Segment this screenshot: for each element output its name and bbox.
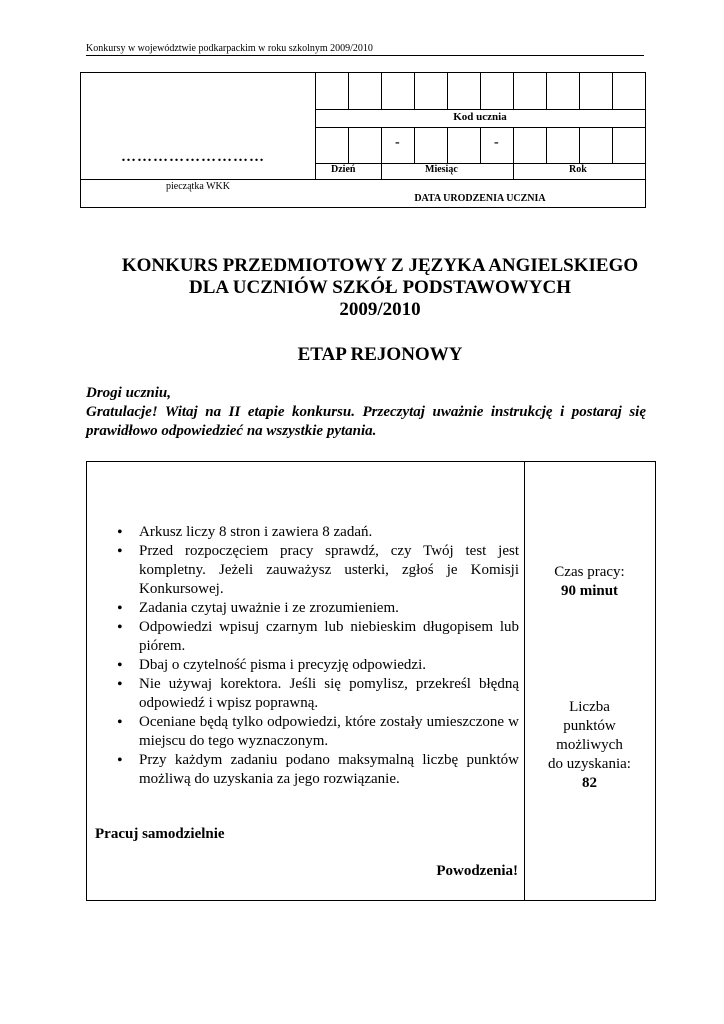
stamp-dots: ……………………… <box>121 149 265 165</box>
points-value: 82 <box>582 775 597 791</box>
intro-greeting: Drogi uczniu, <box>86 385 172 401</box>
work-alone-note: Pracuj samodzielnie <box>95 826 225 842</box>
rule-item: • Przy każdym zadaniu podano maksymalną liczbę punktów możliwą do uzyskania za jego rozwiązanie. <box>115 751 519 789</box>
rule-item: • Przed rozpoczęciem pracy sprawdź, czy Twój test jest kompletny. Jeżeli zauważysz usterki, zgłoś je Komisji Konkursowej. <box>115 542 519 599</box>
instructions-panel <box>87 462 525 900</box>
student-info-table <box>80 72 646 208</box>
time-value: 90 minut <box>560 583 619 599</box>
student-code-label: Kod ucznia <box>453 111 507 123</box>
date-separator: - <box>395 135 400 150</box>
page-header: Konkursy w województwie podkarpackim w roku szkolnym 2009/2010 <box>86 43 644 56</box>
day-label: Dzień <box>331 164 356 175</box>
instructions-box <box>86 461 656 901</box>
points-info <box>524 698 655 793</box>
points-label: do uzyskania: <box>548 756 631 772</box>
points-label: punktów <box>563 718 616 734</box>
rule-item: • Oceniane będą tylko odpowiedzi, które zostały umieszczone w miejscu do tego wyznaczonym. <box>115 713 519 751</box>
contest-year: 2009/2010 <box>339 299 421 320</box>
good-luck-note: Powodzenia! <box>436 863 518 879</box>
month-label: Miesiąc <box>425 164 458 175</box>
rule-item: • Odpowiedzi wpisuj czarnym lub niebieskim długopisem lub piórem. <box>115 618 519 656</box>
contest-stage: ETAP REJONOWY <box>297 344 463 365</box>
points-label: możliwych <box>556 737 623 753</box>
contest-title-line2: DLA UCZNIÓW SZKÓŁ PODSTAWOWYCH <box>188 277 571 298</box>
rule-item: • Zadania czytaj uważnie i ze zrozumieniem. <box>115 599 519 618</box>
intro-body: Gratulacje! Witaj na II etapie konkursu. Przeczytaj uważnie instrukcję i postaraj się prawidłowo odpowiedzieć na wszystkie pytania. <box>86 404 646 439</box>
exam-info-panel <box>524 462 655 900</box>
rule-item: • Arkusz liczy 8 stron i zawiera 8 zadań. <box>115 523 519 542</box>
rule-item: • Dbaj o czytelność pisma i precyzję odpowiedzi. <box>115 656 519 675</box>
points-label: Liczba <box>569 699 610 715</box>
birth-date-label: DATA URODZENIA UCZNIA <box>414 193 546 204</box>
rules-list <box>115 523 519 789</box>
intro-text <box>86 384 646 441</box>
contest-title-line1: KONKURS PRZEDMIOTOWY Z JĘZYKA ANGIELSKIEGO <box>121 255 639 276</box>
rule-item: • Nie używaj korektora. Jeśli się pomylisz, przekreśl błędną odpowiedź i wpisz poprawną. <box>115 675 519 713</box>
date-separator: - <box>494 135 499 150</box>
year-label: Rok <box>569 164 587 175</box>
time-info <box>524 563 655 601</box>
time-label: Czas pracy: <box>554 564 625 580</box>
stamp-label: pieczątka WKK <box>81 179 315 192</box>
stamp-area <box>81 73 316 179</box>
